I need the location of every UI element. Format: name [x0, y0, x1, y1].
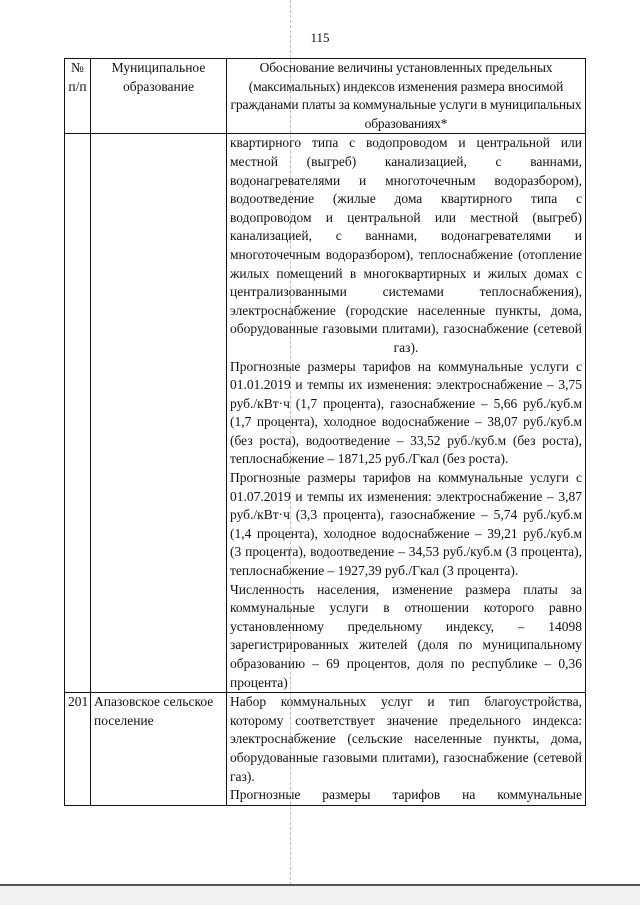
table-header-row [65, 59, 586, 134]
row-justification [227, 693, 586, 806]
paragraph-utility-set: Набор коммунальных услуг и тип благоустройства, которому соответствует значение предельного индекса: электроснабжение (сельские населенные пункты, дома, оборудованные газовыми плитами), газоснабжение (сетевой газ). [230, 694, 582, 784]
row-number [65, 134, 91, 693]
header-justification: Обоснование величины установленных предельных (максимальных) индексов изменения размера вносимой гражданами платы за коммунальные услуги в муниципальных образованиях* [227, 59, 586, 134]
paragraph-population: Численность населения, изменение размера платы за коммунальные услуги в отношении которого равно установленному предельному индексу, – 14098 зарегистрированных жителей (доля по муниципальному образованию – 69 процентов, доля по республике – 0,36 процента) [230, 581, 582, 690]
header-municipality: Муниципальное образование [91, 59, 227, 134]
paragraph-utility-set-continued: квартирного типа с водопроводом и центральной или местной (выгреб) канализацией, с ваннами, водонагревателями и многоточечным водоразбором), водоотведение (жилые дома квартирного типа с водопроводом и центральной или местной (выгреб) канализацией, с ваннами, водонагревателями и многоточечным водоразбором), теплоснабжение (отопление жилых помещений в многоквартирных и жилых домах с централизованными системами теплоснабжения), электроснабжение (городские населенные пункты, дома, оборудованные газовыми плитами), газоснабжение (сетевой газ). [230, 135, 582, 355]
table-row [65, 134, 586, 693]
scan-bottom-margin [0, 886, 640, 905]
row-justification [227, 134, 586, 693]
row-municipality: Апазовское сельское поселение [91, 693, 227, 806]
paragraph-tariffs-continued: Прогнозные размеры тарифов на коммунальные [230, 787, 582, 803]
row-number: 201 [65, 693, 91, 806]
header-number: № п/п [65, 59, 91, 134]
table-row [65, 693, 586, 806]
paragraph-tariffs-2019-07: Прогнозные размеры тарифов на коммунальные услуги с 01.07.2019 и темпы их изменения: электроснабжение – 3,87 руб./кВт·ч (3,3 процента), газоснабжение – 5,74 руб./куб.м (1,4 процента), холодное водоснабжение – 39,21 руб./куб.м (3 процента), водоотведение – 34,53 руб./куб.м (3 процента), теплоснабжение – 1927,39 руб./Гкал (3 процента). [230, 470, 582, 579]
row-municipality [91, 134, 227, 693]
page-number: 115 [310, 30, 330, 45]
paragraph-tariffs-2019-01: Прогнозные размеры тарифов на коммунальные услуги с 01.01.2019 и темпы их изменения: электроснабжение – 3,75 руб./кВт·ч (1,7 процента), газоснабжение – 5,66 руб./куб.м (1,7 процента), холодное водоснабжение – 38,07 руб./куб.м (без роста), водоотведение – 33,52 руб./куб.м (без роста), теплоснабжение – 1871,25 руб./Гкал (без роста). [230, 358, 582, 467]
justification-table [64, 58, 586, 806]
